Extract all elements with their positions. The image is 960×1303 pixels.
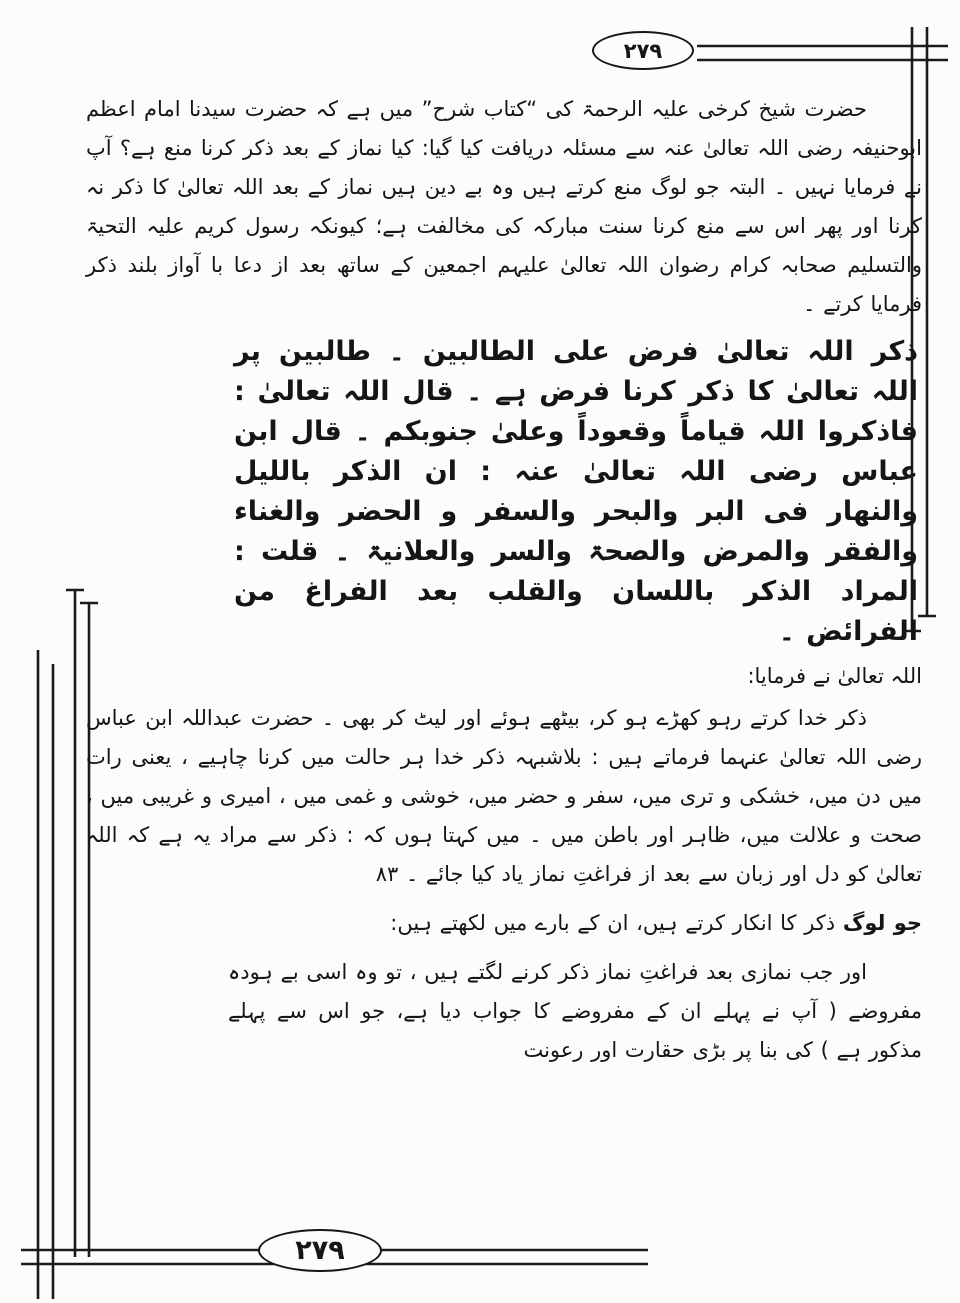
denial-intro-lead: جو لوگ — [842, 911, 922, 935]
paragraph-deniers-quote: اور جب نمازی بعد فراغتِ نماز ذکر کرنے لگتے ہیں ، تو وہ اسی بے ہودہ مفروضے ( آپ نے پہلے ان کے مفروضے کا جواب دیا ہے، جو اس سے پہلے مذکور ہے ) کی بنا پر بڑی حقارت اور رعونت — [228, 960, 922, 1062]
header-page-number — [592, 31, 694, 70]
paragraph-intro-karkhi: حضرت شیخ کرخی علیہ الرحمۃ کی “کتاب شرح” میں ہے کہ حضرت سیدنا امام اعظم ابوحنیفہ رضی اللہ تعالیٰ عنہ سے مسئلہ دریافت کیا گیا: کیا نماز کے بعد ذکر کرنا منع ہے؟ آپ نے فرمایا نہیں ۔ البتہ جو لوگ منع کرتے ہیں وہ بے دین ہیں نماز کے بعد اللہ تعالیٰ کا ذکر نہ کرنا اور پھر اس سے منع کرنا سنت مبارکہ کی مخالفت ہے؛ کیونکہ رسول کریم علیہ التحیۃ والتسلیم صحابہ کرام رضوان اللہ تعالیٰ علیہم اجمعین کے ساتھ بعد از دعا با آواز بلند ذکر فرمایا کرتے ۔ — [86, 97, 922, 316]
denial-intro-rest: ذکر کا انکار کرتے ہیں، ان کے بارے میں لکھتے ہیں: — [390, 911, 843, 935]
lead-in-line: اللہ تعالیٰ نے فرمایا: — [747, 664, 922, 688]
footer-page-number-text: ۲۷۹ — [295, 1235, 345, 1266]
header-page-number-text: ۲۷۹ — [623, 38, 663, 63]
paragraph-ibn-abbas-translation: ذکر خدا کرتے رہو کھڑے ہو کر، بیٹھے ہوئے اور لیٹ کر بھی ۔ حضرت عبداللہ ابن عباس رضی اللہ تعالیٰ عنہما فرماتے ہیں : بلاشبہہ ذکر خدا ہر حالت میں کرنا چاہیے ، یعنی رات میں دن میں، خشکی و تری میں، سفر و حضر میں، خوشی و غمی میں ، امیری و غریبی میں ، صحت و علالت میں، ظاہر اور باطن میں ۔ میں کہتا ہوں کہ : ذکر سے مراد یہ ہے کہ اللہ تعالیٰ کو دل اور زبان سے بعد از فراغتِ نماز یاد کیا جائے ۔ ۸۳ — [86, 706, 922, 886]
denial-intro-line — [86, 904, 922, 943]
arabic-quotation-block: ذکر اللہ تعالیٰ فرض علی الطالبین ۔ طالبین پر اللہ تعالیٰ کا ذکر کرنا فرض ہے ۔ قال اللہ تعالیٰ : فاذکروا اللہ قیاماً وقعوداً وعلیٰ جنوبکم ۔ قال ابن عباس رضی اللہ تعالیٰ عنہ : ان الذکر باللیل والنھار فی البر والبحر والسفر و الحضر والغناء والفقر والمرض والصحۃ والسر والعلانیۃ ۔ قلت : المراد الذکر باللسان والقلب بعد الفراغ من الفرائض ۔ — [234, 336, 918, 647]
footer-page-number — [258, 1229, 382, 1272]
